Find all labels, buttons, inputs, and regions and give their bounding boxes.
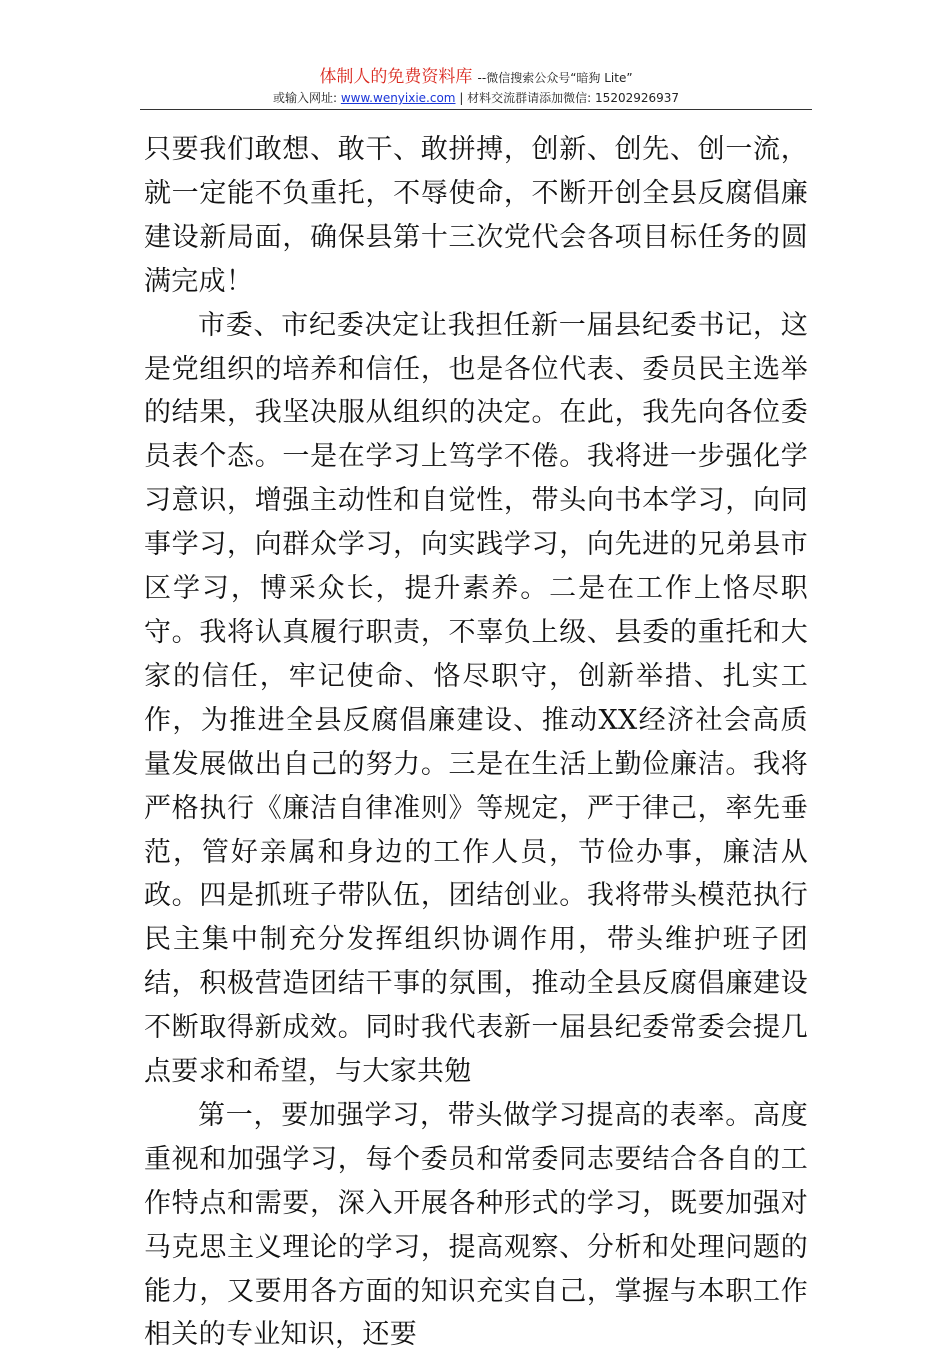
paragraph: 市委、市纪委决定让我担任新一届县纪委书记，这是党组织的培养和信任，也是各位代表、委员民主选举的结果，我坚决服从组织的决定。在此，我先向各位委员表个态。一是在学习上笃学不倦。我将进一步强化学习意识，增强主动性和自觉性，带头向书本学习，向同事学习，向群众学习，向实践学习，向先进的兄弟县市区学习，博采众长，提升素养。二是在工作上恪尽职守。我将认真履行职责，不辜负上级、县委的重托和大家的信任，牢记使命、恪尽职守，创新举措、扎实工作，为推进全县反腐倡廉建设、推动XX经济社会高质量发展做出自己的努力。三是在生活上勤俭廉洁。我将严格执行《廉洁自律准则》等规定，严于律己，率先垂范，管好亲属和身边的工作人员，节俭办事，廉洁从政。四是抓班子带队伍，团结创业。我将带头模范执行民主集中制充分发挥组织协调作用，带头维护班子团结，积极营造团结干事的氛围，推动全县反腐倡廉建设不断取得新成效。同时我代表新一届县纪委常委会提几点要求和希望，与大家共勉 <box>144 309 808 1088</box>
page-header <box>140 66 812 107</box>
paragraph: 第一，要加强学习，带头做学习提高的表率。高度重视和加强学习，每个委员和常委同志要结合各自的工作特点和需要，深入开展各种形式的学习，既要加强对马克思主义理论的学习，提高观察、分析和处理问题的能力，又要用各方面的知识充实自己，掌握与本职工作相关的专业知识，还要 <box>144 1099 808 1351</box>
site-title: 体制人的免费资料库 <box>319 67 473 87</box>
header-divider <box>140 109 812 110</box>
site-url-link[interactable]: www.wenyixie.com <box>340 91 456 105</box>
header-title-line <box>140 66 812 89</box>
paragraph: 只要我们敢想、敢干、敢拼搏，创新、创先、创一流，就一定能不负重托，不辱使命，不断开创全县反腐倡廉建设新局面，确保县第十三次党代会各项目标任务的圆满完成！ <box>144 134 808 297</box>
header-contact-line <box>140 89 812 107</box>
document-body <box>144 128 808 1357</box>
url-prefix: 或输入网址: <box>272 91 338 105</box>
contact-info: | 材料交流群请添加微信: 15202926937 <box>459 91 680 105</box>
header-subtitle: --微信搜索公众号“暗狗 Lite” <box>477 71 633 85</box>
